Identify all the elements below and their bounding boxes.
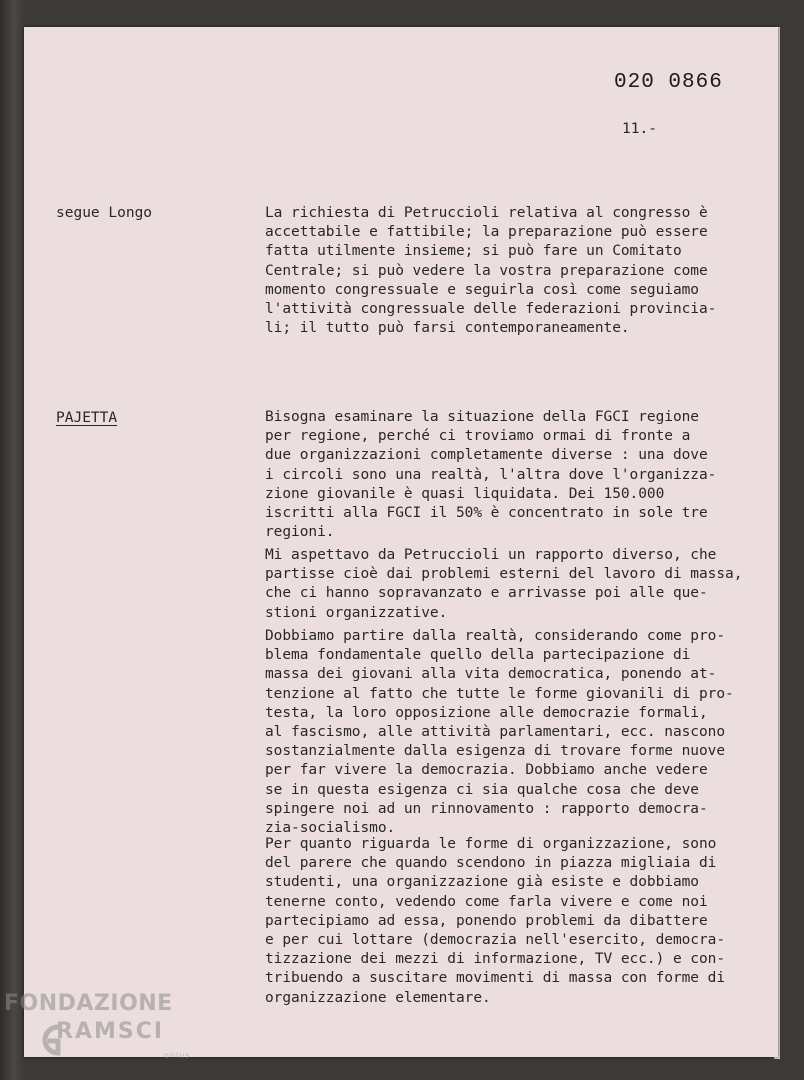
speaker-label-pajetta: PAJETTA	[56, 410, 118, 426]
watermark-line2: RAMSCI	[56, 1019, 165, 1044]
paragraph-pajetta-3: Dobbiamo partire dalla realtà, considerando come pro- blema fondamentale quello della partecipazione di massa dei giovani alla vita democratica, ponendo at- tenzione al fatto che tutte le forme giovanili di pro- testa, la loro opposizione alle democrazie formali, al fascismo, alle attività parlamentari, ecc. nascono sostanzialmente dalla esigenza di trovare forme nuove per far vivere la democrazia. Dobbiamo anche vedere se in questa esigenza ci sia qualche cosa che deve spingere noi ad un rinnovamento : rapporto democra- zia-socialismo.	[265, 628, 734, 837]
paragraph-longo-1: La richiesta di Petruccioli relativa al congresso è accettabile e fattibile; la preparazione può essere fatta utilmente insieme; si può fare un Comitato Centrale; si può vedere la vostra preparazione come momento congressuale e seguirla così come seguiamo l'attività congressuale delle federazioni provincia- li; il tutto può farsi contemporaneamente.	[265, 205, 717, 337]
page-number: 11.-	[622, 121, 657, 137]
document-number: 020 0866	[614, 71, 723, 94]
fondazione-gramsci-watermark	[4, 991, 204, 1071]
document-page	[24, 27, 778, 1057]
watermark-suffix: onlus	[164, 1051, 191, 1060]
watermark-line1: FONDAZIONE	[4, 991, 173, 1016]
paragraph-pajetta-4: Per quanto riguarda le forme di organizzazione, sono del parere che quando scendono in piazza migliaia di studenti, una organizzazione già esiste e dobbiamo tenerne conto, vedendo come farla vivere e come noi partecipiamo ad essa, ponendo problemi da dibattere e per cui lottare (democrazia nell'esercito, democra- tizzazione dei mezzi di informazione, TV ecc.) e con- tribuendo a suscitare movimenti di massa con forme di organizzazione elementare.	[265, 836, 726, 1006]
paragraph-pajetta-2: Mi aspettavo da Petruccioli un rapporto diverso, che partisse cioè dai problemi esterni del lavoro di massa, che ci hanno sopravanzato e arrivasse poi alle que- stioni organizzative.	[265, 547, 743, 621]
speaker-label-longo: segue Longo	[56, 205, 153, 221]
paragraph-pajetta-1: Bisogna esaminare la situazione della FGCI regione per regione, perché ci troviamo ormai di fronte a due organizzazioni completamente diverse : una dove i circoli sono una realtà, l'altra dove l'organizza- zione giovanile è quasi liquidata. Dei 150.000 iscritti alla FGCI il 50% è concentrato in sole tre regioni.	[265, 409, 717, 541]
